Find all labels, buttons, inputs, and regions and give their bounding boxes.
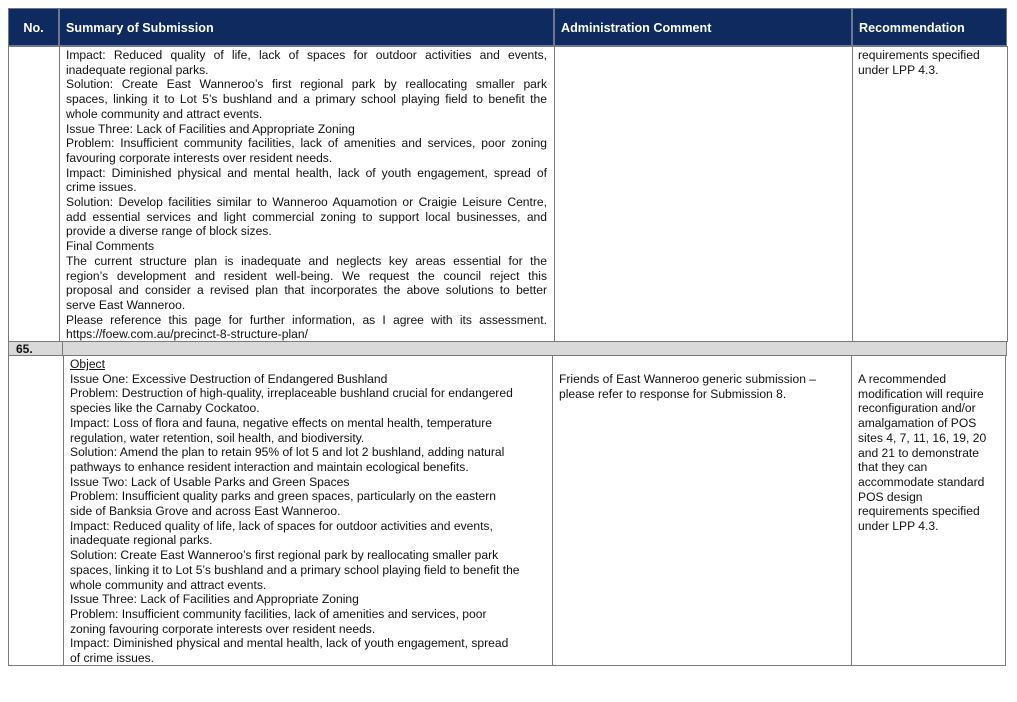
header-recommendation: Recommendation bbox=[852, 8, 1007, 46]
text-line: Problem: Destruction of high-quality, irreplaceable bushland crucial for endangered bbox=[70, 386, 513, 401]
continued-recommendation-text bbox=[858, 48, 1003, 77]
text-line: Issue Two: Lack of Usable Parks and Green Spaces bbox=[70, 474, 350, 489]
text-line: modification will require bbox=[858, 386, 984, 401]
text-line: Impact: Loss of flora and fauna, negative effects on mental health, temperature bbox=[70, 415, 492, 430]
header-no: No. bbox=[8, 8, 59, 46]
text-line: of crime issues. bbox=[70, 651, 155, 666]
text-line: Issue Three: Lack of Facilities and Appropriate Zoning bbox=[70, 592, 359, 607]
continued-no-cell bbox=[8, 46, 60, 342]
text-line: Impact: Diminished physical and mental health, lack of youth engagement, spread bbox=[70, 636, 509, 651]
row65-summary-cell bbox=[63, 355, 553, 666]
text-line: spaces, linking it to Lot 5’s bushland and a primary school playing field to benefit the bbox=[70, 562, 520, 577]
text-line: amalgamation of POS bbox=[858, 416, 977, 431]
row65-admin-text bbox=[559, 372, 847, 401]
text-line: accommodate standard bbox=[858, 474, 985, 489]
text-line: Problem: Insufficient quality parks and green spaces, particularly on the eastern bbox=[70, 489, 496, 504]
text-line: Problem: Insufficient community facilities, lack of amenities and services, poor bbox=[70, 606, 487, 621]
header-summary: Summary of Submission bbox=[59, 8, 554, 46]
text-line: favouring corporate interests over resident needs. bbox=[66, 150, 333, 165]
text-line: proposal and consider a revised plan that incorporates the above solutions to better bbox=[66, 283, 547, 298]
text-line: whole community and attract events. bbox=[70, 577, 267, 592]
text-line: Solution: Create East Wanneroo’s first regional park by reallocating smaller park bbox=[66, 77, 547, 92]
text-line: inadequate regional parks. bbox=[66, 62, 209, 77]
text-line: Issue One: Excessive Destruction of Endangered Bushland bbox=[70, 371, 388, 386]
text-line: provide a diverse range of block sizes. bbox=[66, 224, 272, 239]
continued-summary-cell bbox=[59, 46, 555, 342]
text-line: Issue Three: Lack of Facilities and Appropriate Zoning bbox=[66, 121, 355, 136]
text-line: under LPP 4.3. bbox=[858, 62, 939, 77]
text-line: pathways to enhance resident interaction and maintain ecological benefits. bbox=[70, 459, 469, 474]
row65-summary-text bbox=[70, 357, 548, 666]
text-line: Impact: Reduced quality of life, lack of spaces for outdoor activities and events, bbox=[66, 48, 547, 62]
text-line: crime issues. bbox=[66, 180, 137, 195]
continued-admin-cell bbox=[554, 46, 853, 342]
row65-summary-lines bbox=[70, 372, 548, 666]
submission-number-row bbox=[8, 341, 1007, 356]
text-line: reconfiguration and/or bbox=[858, 401, 976, 416]
text-line: Final Comments bbox=[66, 239, 155, 254]
text-line: Solution: Develop facilities similar to Wanneroo Aquamotion or Craigie Leisure Centre, bbox=[66, 195, 547, 210]
text-line: Problem: Insufficient community facilities, lack of amenities and services, poor zoning bbox=[66, 136, 547, 151]
continued-summary-text bbox=[66, 48, 547, 342]
text-line: species like the Carnaby Cockatoo. bbox=[70, 401, 260, 416]
text-line: please refer to response for Submission 8. bbox=[559, 386, 787, 401]
text-line: regulation, water retention, soil health, and biodiversity. bbox=[70, 430, 365, 445]
text-line: sites 4, 7, 11, 16, 19, 20 bbox=[858, 430, 987, 445]
text-line: Friends of East Wanneroo generic submission – bbox=[559, 372, 817, 386]
text-line: that they can bbox=[858, 460, 928, 475]
row65-recommendation-cell bbox=[851, 355, 1006, 666]
row65-heading: Object bbox=[70, 357, 105, 371]
row65-admin-cell bbox=[552, 355, 852, 666]
header-admin-comment: Administration Comment bbox=[554, 8, 852, 46]
text-line: inadequate regional parks. bbox=[70, 533, 213, 548]
text-line: Impact: Diminished physical and mental health, lack of youth engagement, spread of bbox=[66, 165, 547, 180]
text-line: requirements specified bbox=[858, 48, 980, 62]
text-line: region’s development and resident well-being. We request the council reject this bbox=[66, 268, 547, 283]
text-line: requirements specified bbox=[858, 504, 980, 519]
continued-recommendation-cell bbox=[852, 46, 1008, 342]
text-line: whole community and attract events. bbox=[66, 106, 263, 121]
text-line: POS design bbox=[858, 489, 923, 504]
text-line: A recommended bbox=[858, 372, 947, 386]
text-line: serve East Wanneroo. bbox=[66, 297, 186, 312]
text-line: Solution: Amend the plan to retain 95% of lot 5 and lot 2 bushland, adding natural bbox=[70, 445, 505, 460]
text-line: The current structure plan is inadequate and neglects key areas essential for the bbox=[66, 253, 547, 268]
text-line: Solution: Create East Wanneroo’s first regional park by reallocating smaller park bbox=[70, 548, 499, 563]
submission-number: 65. bbox=[16, 342, 33, 356]
row65-recommendation-text bbox=[858, 372, 1003, 534]
text-line: zoning favouring corporate interests over resident needs. bbox=[70, 621, 376, 636]
text-line: Impact: Reduced quality of life, lack of spaces for outdoor activities and events, bbox=[70, 518, 493, 533]
text-line: add essential services and light commercial zoning to support local businesses, and bbox=[66, 209, 547, 224]
text-line: https://foew.com.au/precinct-8-structure-plan/ bbox=[66, 327, 308, 342]
text-line: under LPP 4.3. bbox=[858, 519, 939, 534]
text-line: side of Banksia Grove and across East Wanneroo. bbox=[70, 504, 341, 519]
text-line: and 21 to demonstrate bbox=[858, 445, 980, 460]
row-divider bbox=[62, 342, 63, 356]
text-line: Please reference this page for further information, as I agree with its assessment. bbox=[66, 312, 547, 327]
row65-no-cell bbox=[8, 355, 64, 666]
text-line: spaces, linking it to Lot 5’s bushland and a primary school playing field to benefit the bbox=[66, 92, 547, 107]
